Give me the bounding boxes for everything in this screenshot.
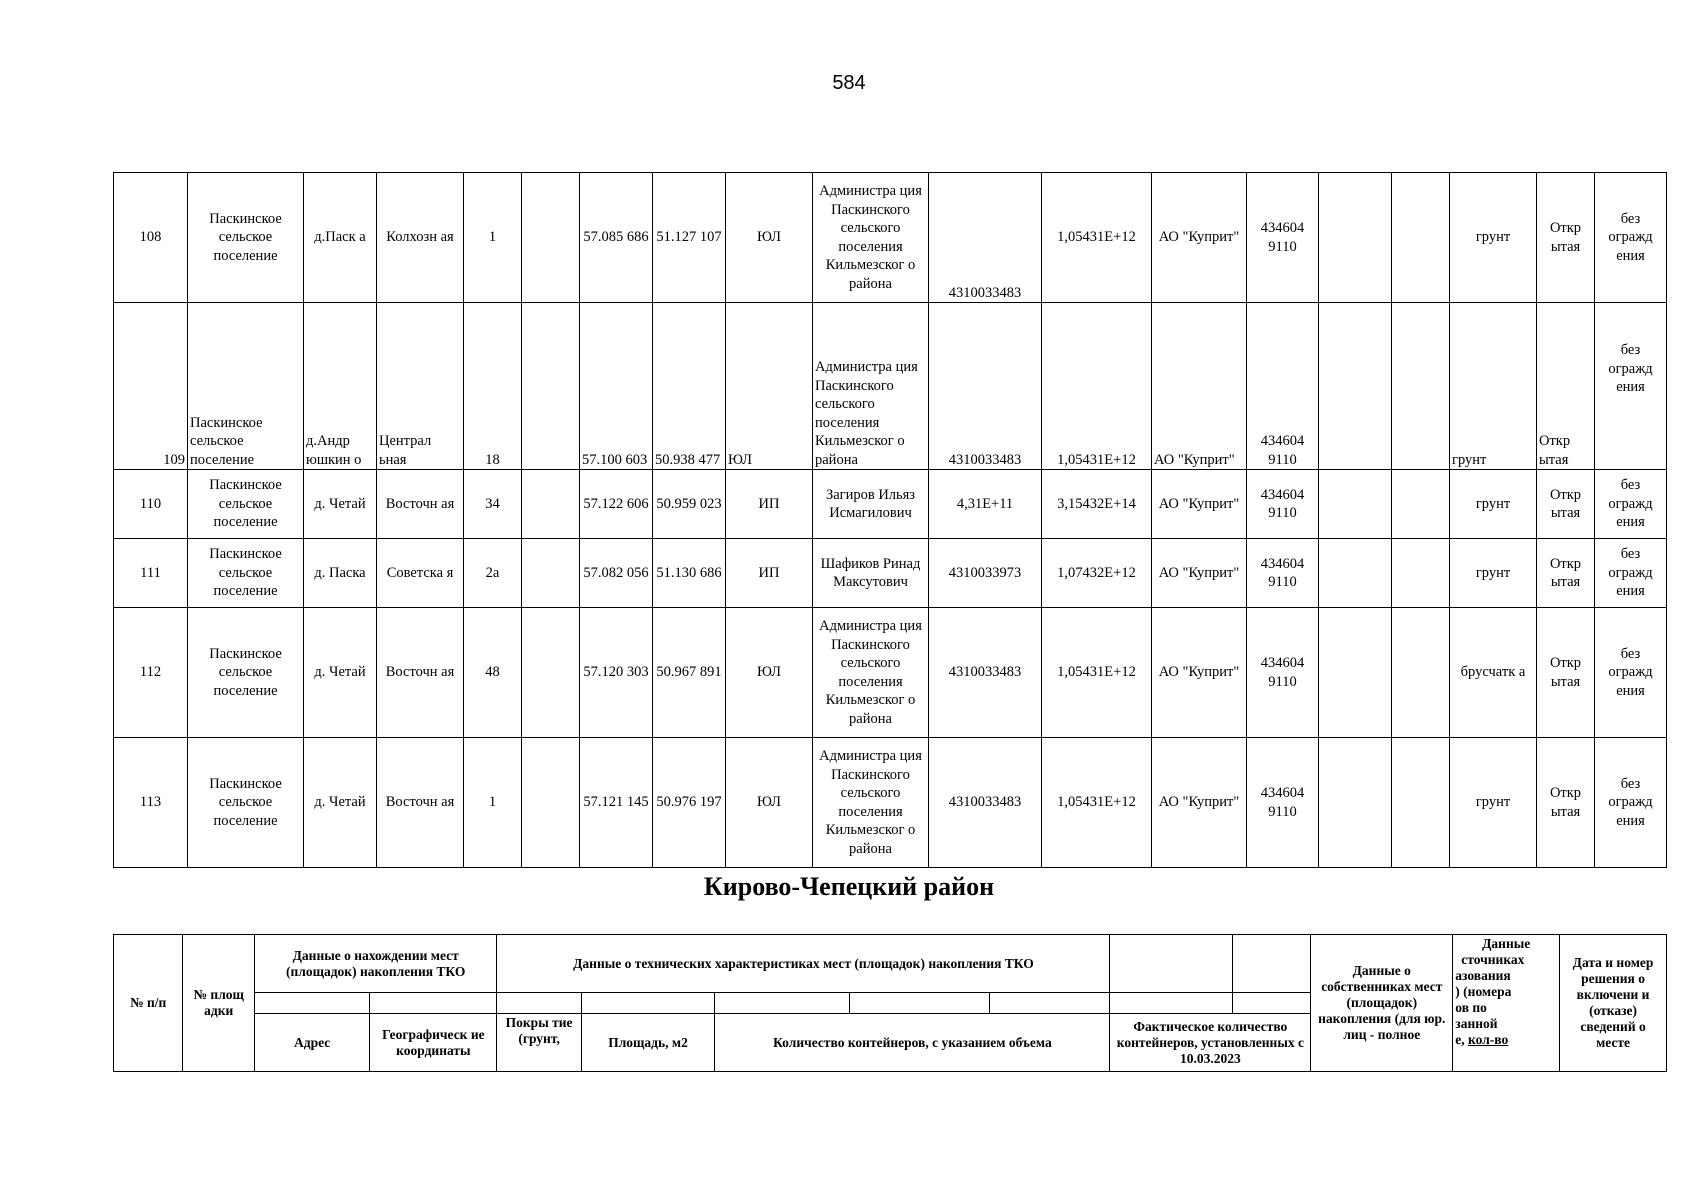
operator-inn: 434604 9110 [1247, 173, 1319, 303]
surface: грунт [1450, 303, 1537, 470]
owner-ogrn: 1,05431E+12 [1042, 608, 1152, 738]
operator: АО "Куприт" [1152, 738, 1247, 868]
row-number: 112 [114, 608, 188, 738]
owner-inn: 4310033973 [929, 539, 1042, 608]
empty-cell [1319, 608, 1392, 738]
empty-cell [1319, 738, 1392, 868]
header-blank [497, 993, 581, 1014]
row-number: 110 [114, 470, 188, 539]
owner-name: Загиров Ильяз Исмагилович [813, 470, 929, 539]
empty-cell [1319, 173, 1392, 303]
row-number: 109 [114, 303, 188, 470]
table-row [114, 738, 1667, 868]
header-row-number: № п/п [114, 935, 183, 1072]
house-number: 18 [464, 303, 522, 470]
latitude: 57.100 603 [580, 303, 653, 470]
village: д. Четай [304, 470, 377, 539]
owner-ogrn: 1,05431E+12 [1042, 303, 1152, 470]
row-number: 111 [114, 539, 188, 608]
sites-table [113, 172, 1667, 868]
empty-cell [522, 173, 580, 303]
village: д. Паска [304, 539, 377, 608]
header-blank [1233, 993, 1311, 1014]
owner-type: ИП [726, 470, 813, 539]
empty-cell [522, 470, 580, 539]
header-sources-line: ) (номера [1455, 984, 1512, 999]
surface: грунт [1450, 539, 1537, 608]
operator-inn: 434604 9110 [1247, 608, 1319, 738]
operator: АО "Куприт" [1152, 539, 1247, 608]
operator: АО "Куприт" [1152, 303, 1247, 470]
village: д.Андр юшкин о [304, 303, 377, 470]
owner-name: Администра ция Паскинского сельского поселения Кильмезског о района [813, 303, 929, 470]
owner-inn: 4310033483 [929, 303, 1042, 470]
header-blank [370, 993, 497, 1014]
header-blank [1110, 935, 1233, 993]
header-sources-line: сточниках [1461, 952, 1525, 967]
street: Централ ьная [377, 303, 464, 470]
owner-type: ЮЛ [726, 173, 813, 303]
site-type: Откр ытая [1537, 173, 1595, 303]
empty-cell [522, 303, 580, 470]
header-sources-count: кол-во [1468, 1032, 1509, 1047]
owner-name: Администра ция Паскинского сельского поселения Кильмезског о района [813, 608, 929, 738]
surface: грунт [1450, 173, 1537, 303]
village: д. Четай [304, 738, 377, 868]
header-blank [849, 993, 989, 1014]
settlement: Паскинское сельское поселение [188, 608, 304, 738]
longitude: 51.127 107 [653, 173, 726, 303]
row-number: 108 [114, 173, 188, 303]
header-blank [989, 993, 1110, 1014]
header-sources-line: ов по [1455, 1000, 1487, 1015]
house-number: 1 [464, 173, 522, 303]
street: Восточн ая [377, 470, 464, 539]
settlement: Паскинское сельское поселение [188, 303, 304, 470]
owner-type: ЮЛ [726, 303, 813, 470]
empty-cell [1392, 608, 1450, 738]
empty-cell [522, 608, 580, 738]
settlement: Паскинское сельское поселение [188, 470, 304, 539]
owner-type: ЮЛ [726, 608, 813, 738]
house-number: 48 [464, 608, 522, 738]
header-decision: Дата и номер решения о включени и (отказе) сведений о месте [1560, 935, 1667, 1072]
house-number: 2а [464, 539, 522, 608]
owner-name: Администра ция Паскинского сельского поселения Кильмезског о района [813, 738, 929, 868]
owner-ogrn: 3,15432E+14 [1042, 470, 1152, 539]
header-site-number: № площ адки [183, 935, 255, 1072]
operator-inn: 434604 9110 [1247, 470, 1319, 539]
empty-cell [1319, 303, 1392, 470]
row-number: 113 [114, 738, 188, 868]
empty-cell [1319, 539, 1392, 608]
empty-cell [1319, 470, 1392, 539]
owner-type: ИП [726, 539, 813, 608]
longitude: 50.967 891 [653, 608, 726, 738]
empty-cell [1392, 738, 1450, 868]
street: Советска я [377, 539, 464, 608]
operator: АО "Куприт" [1152, 173, 1247, 303]
operator-inn: 434604 9110 [1247, 738, 1319, 868]
house-number: 34 [464, 470, 522, 539]
village: д. Четай [304, 608, 377, 738]
header-tech-group: Данные о технических характеристиках мест (площадок) накопления ТКО [497, 935, 1110, 993]
table-row [114, 539, 1667, 608]
operator: АО "Куприт" [1152, 608, 1247, 738]
empty-cell [1392, 173, 1450, 303]
latitude: 57.121 145 [580, 738, 653, 868]
settlement: Паскинское сельское поселение [188, 738, 304, 868]
header-area: Площадь, м2 [581, 1014, 715, 1072]
header-sources [1453, 935, 1560, 1072]
street: Восточн ая [377, 738, 464, 868]
table-row [114, 173, 1667, 303]
latitude: 57.085 686 [580, 173, 653, 303]
table-row [114, 608, 1667, 738]
owner-inn: 4310033483 [929, 173, 1042, 303]
header-sources-line [1455, 1032, 1557, 1048]
header-location-group: Данные о нахождении мест (площадок) накопления ТКО [254, 935, 496, 993]
longitude: 50.976 197 [653, 738, 726, 868]
header-surface: Покры тие (грунт, [497, 1014, 581, 1072]
header-sources-line: занной [1455, 1016, 1498, 1031]
settlement: Паскинское сельское поселение [188, 173, 304, 303]
street: Восточн ая [377, 608, 464, 738]
latitude: 57.082 056 [580, 539, 653, 608]
settlement: Паскинское сельское поселение [188, 539, 304, 608]
header-address: Адрес [254, 1014, 369, 1072]
owner-ogrn: 1,05431E+12 [1042, 738, 1152, 868]
header-sources-line: азования [1455, 968, 1511, 983]
longitude: 51.130 686 [653, 539, 726, 608]
empty-cell [1392, 539, 1450, 608]
header-blank [254, 993, 369, 1014]
header-blank [715, 993, 850, 1014]
header-containers: Количество контейнеров, с указанием объема [715, 1014, 1110, 1072]
longitude: 50.938 477 [653, 303, 726, 470]
empty-cell [522, 738, 580, 868]
owner-inn: 4310033483 [929, 738, 1042, 868]
registry-header-table [113, 934, 1667, 1072]
header-blank [1233, 935, 1311, 993]
header-sources-text: е, [1455, 1032, 1469, 1047]
owner-name: Шафиков Ринад Максутович [813, 539, 929, 608]
latitude: 57.120 303 [580, 608, 653, 738]
fence: без огражд ения [1595, 539, 1667, 608]
site-type: Откр ытая [1537, 470, 1595, 539]
header-sources-line: Данные [1482, 936, 1531, 951]
site-type: Откр ытая [1537, 608, 1595, 738]
surface: грунт [1450, 738, 1537, 868]
table-row [114, 470, 1667, 539]
owner-inn: 4310033483 [929, 608, 1042, 738]
fence: без огражд ения [1595, 608, 1667, 738]
owner-ogrn: 1,07432E+12 [1042, 539, 1152, 608]
header-actual-containers: Фактическое количество контейнеров, установленных с 10.03.2023 [1110, 1014, 1311, 1072]
owner-name: Администра ция Паскинского сельского поселения Кильмезског о района [813, 173, 929, 303]
header-owners: Данные о собственниках мест (площадок) накопления (для юр. лиц - полное [1311, 935, 1453, 1072]
page-number: 584 [832, 72, 866, 94]
section-title: Кирово-Чепецкий район [703, 872, 995, 901]
owner-type: ЮЛ [726, 738, 813, 868]
owner-inn: 4,31E+11 [929, 470, 1042, 539]
header-blank [581, 993, 715, 1014]
empty-cell [1392, 303, 1450, 470]
longitude: 50.959 023 [653, 470, 726, 539]
street: Колхозн ая [377, 173, 464, 303]
site-type: Откр ытая [1537, 303, 1595, 470]
site-type: Откр ытая [1537, 738, 1595, 868]
house-number: 1 [464, 738, 522, 868]
operator-inn: 434604 9110 [1247, 303, 1319, 470]
fence: без огражд ения [1595, 470, 1667, 539]
operator-inn: 434604 9110 [1247, 539, 1319, 608]
operator: АО "Куприт" [1152, 470, 1247, 539]
owner-ogrn: 1,05431E+12 [1042, 173, 1152, 303]
header-blank [1110, 993, 1233, 1014]
fence: без огражд ения [1595, 738, 1667, 868]
fence: без огражд ения [1595, 303, 1667, 470]
header-coordinates: Географическ ие координаты [370, 1014, 497, 1072]
surface: брусчатк а [1450, 608, 1537, 738]
site-type: Откр ытая [1537, 539, 1595, 608]
surface: грунт [1450, 470, 1537, 539]
fence: без огражд ения [1595, 173, 1667, 303]
empty-cell [1392, 470, 1450, 539]
latitude: 57.122 606 [580, 470, 653, 539]
village: д.Паск а [304, 173, 377, 303]
table-row [114, 303, 1667, 470]
empty-cell [522, 539, 580, 608]
